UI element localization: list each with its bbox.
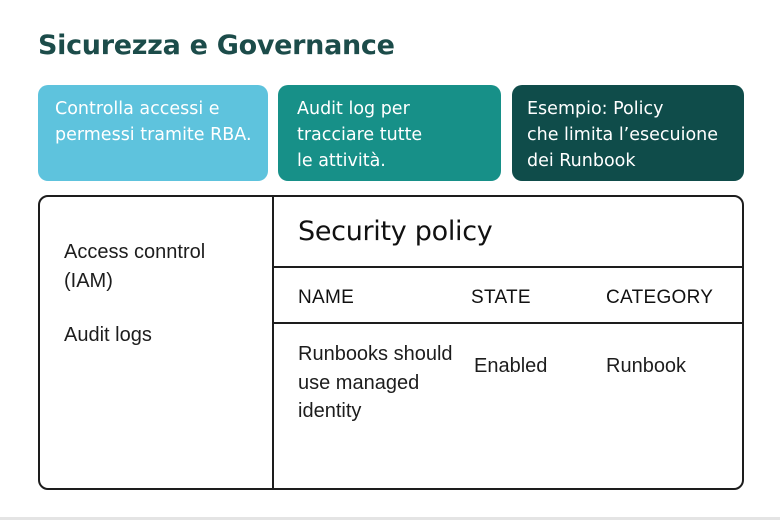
card-text-line: Controlla accessi e — [55, 99, 220, 119]
column-header-state[interactable]: STATE — [471, 287, 531, 308]
panel-divider — [272, 197, 274, 488]
table-divider — [274, 322, 744, 324]
sidebar-item-label: Audit logs — [64, 324, 152, 346]
sidebar-item-label: Access conntrol — [64, 241, 206, 263]
card-text-line: che limita l’esecuione — [527, 125, 719, 145]
page-title: Sicurezza e Governance — [38, 30, 395, 61]
card-text-line: tracciare tutte — [297, 125, 423, 145]
policy-name-line: identity — [298, 400, 362, 422]
card-text-line: Esempio: Policy — [527, 99, 664, 119]
audit-log-info-card — [278, 85, 501, 181]
policy-name-cell — [298, 340, 453, 426]
policy-example-card — [512, 85, 744, 181]
security-panel — [38, 195, 744, 490]
header-divider — [274, 266, 744, 268]
sidebar-item-label: (IAM) — [64, 270, 113, 292]
card-text-line: permessi tramite RBA. — [55, 125, 252, 145]
column-header-name[interactable]: NAME — [298, 287, 355, 308]
policy-category-cell: Runbook — [606, 355, 687, 377]
sidebar-item-audit-logs[interactable] — [64, 321, 152, 350]
card-text-line: le attività. — [297, 151, 386, 171]
card-text-line: Audit log per — [297, 99, 410, 119]
policy-name-line: Runbooks should — [298, 343, 453, 365]
policy-title: Security policy — [298, 216, 493, 247]
policy-name-line: use managed — [298, 371, 420, 394]
sidebar-item-access-control[interactable] — [64, 238, 205, 296]
rbac-info-card — [38, 85, 268, 181]
policy-state-cell: Enabled — [474, 355, 548, 377]
column-header-category[interactable]: CATEGORY — [606, 287, 714, 308]
card-text-line: dei Runbook — [527, 151, 636, 171]
